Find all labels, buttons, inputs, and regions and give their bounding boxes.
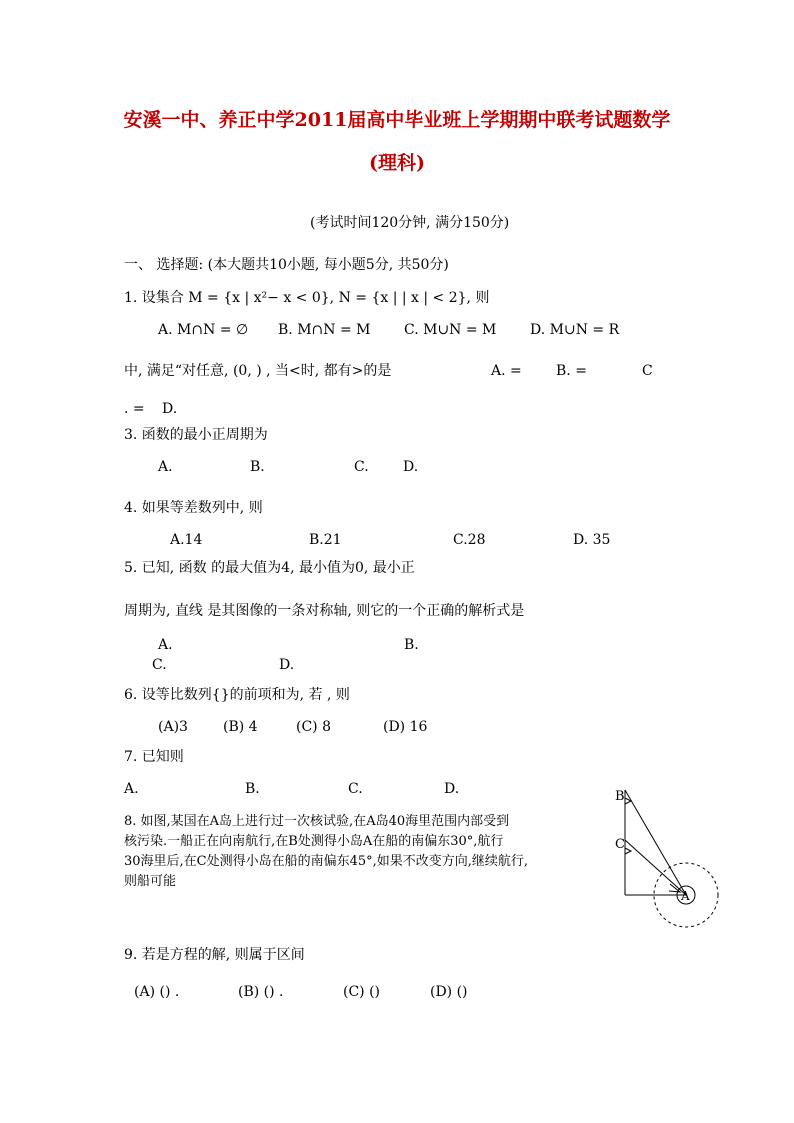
q5-option-a: A. bbox=[158, 637, 173, 653]
q2-option-c: C bbox=[642, 363, 653, 379]
q8-line-2: 核污染.一船正在向南航行,在B处测得小岛A在船的南偏东30°,航行 bbox=[124, 834, 504, 849]
q2-option-b: B. = bbox=[556, 363, 587, 379]
q6-stem: 6. 设等比数列{}的前项和为, 若 , 则 bbox=[124, 687, 350, 703]
exam-info: (考试时间120分钟, 满分150分) bbox=[310, 215, 510, 231]
q7-option-a: A. bbox=[124, 781, 139, 797]
q4-stem: 4. 如果等差数列中, 则 bbox=[124, 500, 263, 516]
q2-line2: . = bbox=[124, 401, 145, 417]
q1-option-b: B. M∩N = M bbox=[278, 322, 371, 338]
q9-option-c: (C) () bbox=[343, 984, 381, 1000]
q7-option-b: B. bbox=[245, 781, 260, 797]
page-title: 安溪一中、养正中学2011届高中毕业班上学期期中联考试题数学 bbox=[123, 109, 671, 131]
q1-stem: 1. 设集合 M = {x | x²− x < 0}, N = {x | | x | < 2}, 则 bbox=[124, 290, 490, 306]
q3-stem: 3. 函数的最小正周期为 bbox=[124, 427, 268, 443]
q5-option-d: D. bbox=[279, 657, 295, 673]
q7-option-c: C. bbox=[348, 781, 363, 797]
q9-option-d: (D) () bbox=[430, 984, 468, 1000]
q3-option-d: D. bbox=[403, 459, 419, 475]
q6-option-c: (C) 8 bbox=[296, 719, 331, 735]
q3-option-b: B. bbox=[250, 459, 265, 475]
q5-line2: 周期为, 直线 是其图像的一条对称轴, 则它的一个正确的解析式是 bbox=[124, 603, 525, 619]
q1-option-d: D. M∪N = R bbox=[530, 322, 620, 338]
q2-option-d: D. bbox=[162, 401, 178, 417]
q6-option-d: (D) 16 bbox=[383, 719, 428, 735]
q8-line-4: 则船可能 bbox=[124, 874, 177, 889]
q8-line-1: 8. 如图,某国在A岛上进行过一次核试验,在A岛40海里范围内部受到 bbox=[124, 814, 510, 829]
q9-option-b: (B) () . bbox=[238, 984, 284, 1000]
figure-label-c: C bbox=[615, 837, 625, 852]
figure-label-b: B bbox=[615, 789, 625, 804]
q9-option-a: (A) () . bbox=[134, 984, 180, 1000]
q1-option-c: C. M∪N = M bbox=[404, 322, 497, 338]
q4-option-c: C.28 bbox=[453, 532, 486, 548]
section-heading: 一、 选择题: (本大题共10小题, 每小题5分, 共50分) bbox=[124, 257, 449, 273]
q5-option-b: B. bbox=[404, 637, 419, 653]
q8-line-3: 30海里后,在C处测得小岛在船的南偏东45°,如果不改变方向,继续航行, bbox=[124, 854, 529, 869]
q9-stem: 9. 若是方程的解, 则属于区间 bbox=[124, 947, 305, 963]
q1-option-a: A. M∩N = ∅ bbox=[158, 322, 249, 338]
page-subtitle: (理科) bbox=[369, 152, 425, 174]
q5-line1: 5. 已知, 函数 的最大值为4, 最小值为0, 最小正 bbox=[124, 560, 415, 576]
q4-option-b: B.21 bbox=[309, 532, 342, 548]
q4-option-d: D. 35 bbox=[573, 532, 611, 548]
q2-option-a: A. = bbox=[491, 363, 522, 379]
q6-option-b: (B) 4 bbox=[223, 719, 258, 735]
q3-option-c: C. bbox=[354, 459, 369, 475]
angle-mark-c bbox=[625, 848, 631, 854]
q3-option-a: A. bbox=[158, 459, 173, 475]
q7-stem: 7. 已知则 bbox=[124, 749, 184, 765]
q5-option-c: C. bbox=[152, 657, 167, 673]
line-b-to-a bbox=[625, 790, 686, 895]
figure-label-a: A bbox=[681, 889, 690, 903]
q6-option-a: (A)3 bbox=[158, 719, 188, 735]
q4-option-a: A.14 bbox=[170, 532, 203, 548]
q2-line1: 中, 满足“对任意, (0, ) , 当<时, 都有>的是 bbox=[124, 363, 392, 379]
q7-option-d: D. bbox=[444, 781, 460, 797]
